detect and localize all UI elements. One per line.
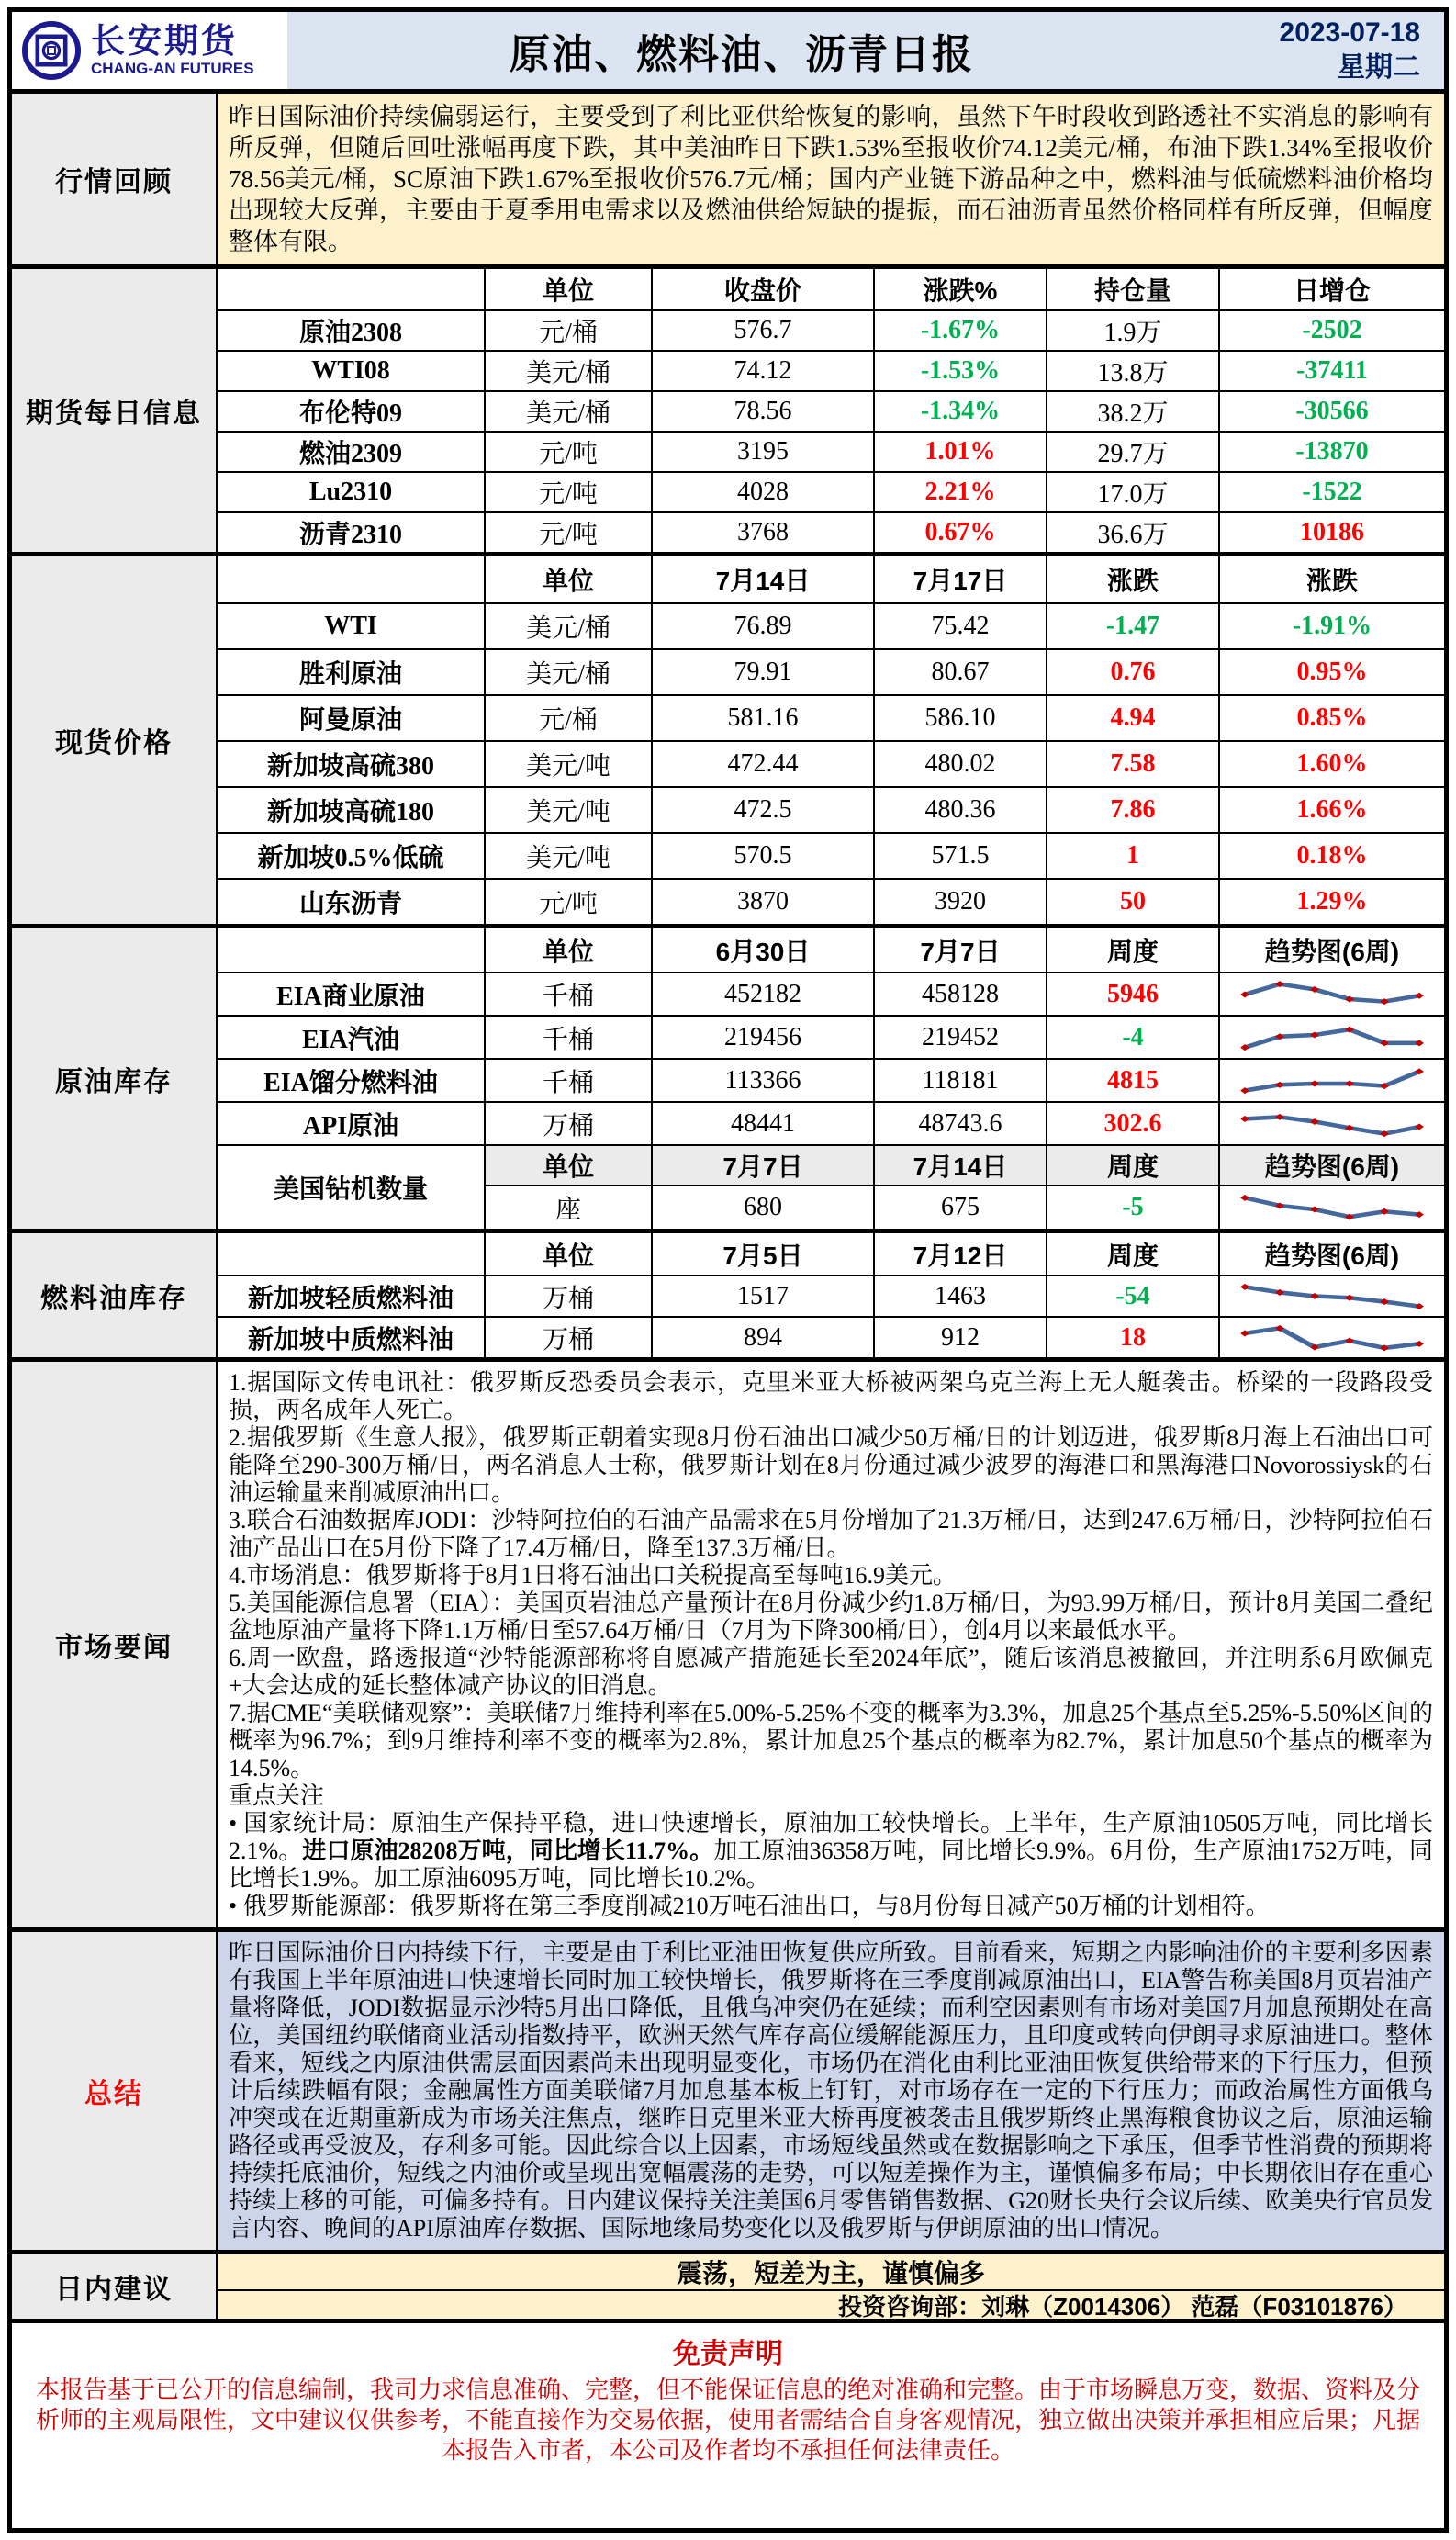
focus-item-pre: • 国家统计局：原油生产保持平稳，进口快速增长，原油加工较快增长。上半年，生产原油10505万吨，同比增长2.1%。 [229,1810,1433,1864]
header-cell-oi-change: 日增仓 [1218,269,1444,309]
table-row [218,832,1444,878]
focus-item-post: 加工原油36358万吨，同比增长9.9%。6月份，生产原油1752万吨，同比增长1.9%。加工原油6095万吨，同比增长10.2%。 [229,1838,1433,1892]
unit-cell: 千桶 [484,1060,651,1101]
product-name: 新加坡0.5%低硫 [257,844,444,872]
trend-cell [1218,1276,1444,1316]
section-spot-prices [12,552,1444,924]
section-summary [12,1927,1444,2250]
news-item: 2.据俄罗斯《生意人报》，俄罗斯正朝着实现8月份石油出口减少50万桶/日的计划迈进，俄罗斯8月海上石油出口可能降至290-300万桶/日，两名消息人士称，俄罗斯计划在8月份通过减少波罗的海港口和黑海港口Novorossiysk的石油运输量来削减原油出口。 [229,1424,1433,1506]
product-name: 阿曼原油 [298,706,402,735]
header-cell [218,269,484,309]
weekday-value: 星期二 [1338,52,1420,83]
header-cell-date1: 6月30日 [651,928,873,972]
trend-cell [1218,1318,1444,1357]
date1-value-cell: 452182 [651,973,873,1015]
close-price-cell: 3195 [651,433,873,471]
rig-count-name: 美国钻机数量 [273,1175,428,1204]
unit-cell: 美元/桶 [484,352,651,390]
trend-chart [1224,1276,1440,1316]
rig-count-block [218,1144,1444,1229]
disclaimer-block [12,2319,1444,2475]
date2-price-cell: 75.42 [873,604,1046,648]
table-row [218,1058,1444,1101]
table-row [218,309,1444,350]
section-market-review [12,89,1444,264]
logo-name-cn: 长安期货 [91,22,238,60]
change-percent-cell: -1.91% [1218,604,1444,648]
change-percent-cell: 0.85% [1218,696,1444,740]
news-item: 6.周一欧盘，路透报道“沙特能源部称将自愿减产措施延长至2024年底”，随后该消息被撤回，并注明系6月欧佩克+大会达成的延长整体减产协议的旧消息。 [229,1645,1433,1699]
change-percent-cell: -1.34% [873,392,1046,431]
rig-header-weekly: 周度 [1046,1146,1218,1185]
weekly-change-cell: -5 [1046,1185,1218,1229]
header-cell-date2: 7月12日 [873,1233,1046,1275]
disclaimer-text: 本报告基于已公开的信息编制，我司力求信息准确、完整，但不能保证信息的绝对准确和完整。由于市场瞬息万变，数据、资料及分析师的主观局限性，文中建议仅供参考，不能直接作为交易依据，使用者需结合自身客观情况，独立做出决策并承担相应后果；凡据本报告入市者，本公司及作者均不承担任何法律责任。 [35,2377,1420,2464]
section-label-spot: 现货价格 [12,556,218,924]
advice-text: 震荡，短差为主，谨慎偏多 [218,2254,1444,2289]
table-row [218,471,1444,511]
company-logo [12,12,287,89]
table-row [218,511,1444,552]
trend-chart [1224,1186,1440,1229]
change-cell: 7.86 [1046,788,1218,832]
report-header [12,12,1444,89]
close-price-cell: 78.56 [651,392,873,431]
section-label-news: 市场要闻 [12,1362,218,1927]
change-cell: 7.58 [1046,742,1218,786]
unit-cell: 千桶 [484,1017,651,1058]
header-cell-unit: 单位 [484,269,651,309]
header-cell-trend: 趋势图(6周) [1218,1233,1444,1275]
header-cell-date2: 7月7日 [873,928,1046,972]
section-label-futures: 期货每日信息 [12,269,218,552]
date2-value-cell: 219452 [873,1017,1046,1058]
change-percent-cell: 1.66% [1218,788,1444,832]
contract-name: 布伦特09 [298,399,402,428]
contract-name: 燃油2309 [298,440,402,468]
product-name: 新加坡高硫180 [266,798,434,826]
unit-cell: 元/桶 [484,311,651,350]
table-row [218,648,1444,694]
news-item: 1.据国际文传电讯社：俄罗斯反恐委员会表示，克里米亚大桥被两架乌克兰海上无人艇袭击。桥梁的一段路段受损，两名成年人死亡。 [229,1369,1433,1423]
header-cell-weekly: 周度 [1046,1233,1218,1275]
change-percent-cell: 0.67% [873,513,1046,552]
header-cell-weekly: 周度 [1046,928,1218,972]
focus-item-pre: • 俄罗斯能源部：俄罗斯将在第三季度削减210万吨石油出口，与8月份每日减产50万桶的计划相符。 [229,1893,1270,1919]
header-cell-change: 涨跌% [873,269,1046,309]
unit-cell: 元/吨 [484,880,651,924]
date-value: 2023-07-18 [1279,17,1420,48]
unit-cell: 万桶 [484,1318,651,1357]
spot-header-row [218,556,1444,602]
change-percent-cell: 0.95% [1218,650,1444,694]
trend-chart [1224,1318,1440,1357]
report-frame [7,7,1449,2533]
open-interest-cell: 17.0万 [1046,473,1218,511]
change-percent-cell: -1.53% [873,352,1046,390]
unit-cell: 千桶 [484,973,651,1015]
date1-value-cell: 894 [651,1318,873,1357]
close-price-cell: 3768 [651,513,873,552]
change-cell: 1 [1046,834,1218,878]
oi-change-cell: -30566 [1218,392,1444,431]
focus-item-bold: 进口原油28208万吨，同比增长11.7%。 [302,1838,714,1864]
header-cell-open-interest: 持仓量 [1046,269,1218,309]
unit-cell: 万桶 [484,1103,651,1144]
date2-price-cell: 586.10 [873,696,1046,740]
product-name: 胜利原油 [298,660,402,689]
trend-cell [1218,1185,1444,1229]
table-row [218,602,1444,648]
header-cell-trend: 趋势图(6周) [1218,928,1444,972]
change-percent-cell: 1.29% [1218,880,1444,924]
header-cell [218,556,484,602]
change-percent-cell: -1.67% [873,311,1046,350]
date1-price-cell: 472.44 [651,742,873,786]
fuel-header-row [218,1233,1444,1275]
date1-value-cell: 113366 [651,1060,873,1101]
table-row [218,786,1444,832]
unit-cell: 元/吨 [484,473,651,511]
change-percent-cell: 1.01% [873,433,1046,471]
weekly-change-cell: 302.6 [1046,1103,1218,1144]
date1-price-cell: 3870 [651,880,873,924]
trend-cell [1218,1103,1444,1144]
unit-cell: 美元/吨 [484,742,651,786]
section-intraday-advice [12,2250,1444,2319]
consultant-line: 投资咨询部：刘琳（Z0014306） 范磊（F03101876） [218,2289,1444,2319]
unit-cell: 美元/吨 [484,788,651,832]
inventory-name: API原油 [302,1111,399,1141]
change-percent-cell: 1.60% [1218,742,1444,786]
open-interest-cell: 13.8万 [1046,352,1218,390]
date2-value-cell: 48743.6 [873,1103,1046,1144]
date2-price-cell: 80.67 [873,650,1046,694]
section-market-news [12,1357,1444,1927]
inventory-name: EIA汽油 [302,1025,399,1054]
date1-price-cell: 76.89 [651,604,873,648]
contract-name: WTI08 [311,356,390,385]
header-cell-date1: 7月5日 [651,1233,873,1275]
trend-cell [1218,1060,1444,1101]
table-row [218,694,1444,740]
table-row [218,350,1444,390]
change-cell: -1.47 [1046,604,1218,648]
date1-value-cell: 48441 [651,1103,873,1144]
section-label-fuel-inventory: 燃料油库存 [12,1233,218,1357]
header-cell [218,928,484,972]
product-name: WTI [324,612,377,640]
date2-value-cell: 675 [873,1185,1046,1229]
inventory-name: EIA商业原油 [276,982,425,1011]
date1-price-cell: 79.91 [651,650,873,694]
logo-emblem-icon [21,20,82,81]
date1-value-cell: 1517 [651,1276,873,1316]
weekly-change-cell: -54 [1046,1276,1218,1316]
section-label-summary: 总结 [12,1932,218,2250]
report-title: 原油、燃料油、沥青日报 [510,32,974,77]
section-crude-inventory [12,924,1444,1229]
date1-price-cell: 472.5 [651,788,873,832]
oi-change-cell: -1522 [1218,473,1444,511]
unit-cell: 美元/桶 [484,650,651,694]
rig-header-trend: 趋势图(6周) [1218,1146,1444,1185]
trend-chart [1224,1103,1440,1144]
futures-header-row [218,269,1444,309]
table-row [218,878,1444,924]
contract-name: Lu2310 [308,478,393,506]
fuel-inventory-table [218,1233,1444,1357]
trend-chart [1224,1017,1440,1058]
table-row [218,431,1444,471]
inventory-name: 新加坡轻质燃料油 [247,1284,454,1313]
unit-cell: 元/吨 [484,513,651,552]
date2-value-cell: 1463 [873,1276,1046,1316]
focus-item [229,1893,1433,1920]
header-cell-date1: 7月14日 [651,556,873,602]
header-cell-close: 收盘价 [651,269,873,309]
trend-chart [1224,973,1440,1015]
table-row [218,740,1444,786]
section-label-crude-inventory: 原油库存 [12,928,218,1229]
open-interest-cell: 36.6万 [1046,513,1218,552]
crude-inventory-table [218,928,1444,1229]
rig-header-date2: 7月14日 [873,1146,1046,1185]
inventory-name: EIA馏分燃料油 [263,1068,438,1097]
date2-price-cell: 3920 [873,880,1046,924]
rig-header-unit: 单位 [484,1146,651,1185]
date2-price-cell: 571.5 [873,834,1046,878]
oi-change-cell: -13870 [1218,433,1444,471]
oi-change-cell: 10186 [1218,513,1444,552]
logo-name-en: CHANG-AN FUTURES [91,60,254,77]
unit-cell: 美元/吨 [484,834,651,878]
report-date [1196,12,1444,89]
market-news-text [218,1362,1444,1927]
disclaimer-title: 免责声明 [673,2339,783,2369]
logo-text [91,23,254,78]
futures-table [218,269,1444,552]
section-label-review: 行情回顾 [12,94,218,264]
date2-price-cell: 480.36 [873,788,1046,832]
header-cell-unit: 单位 [484,556,651,602]
header-cell [218,1233,484,1275]
weekly-change-cell: -4 [1046,1017,1218,1058]
oi-change-cell: -37411 [1218,352,1444,390]
open-interest-cell: 38.2万 [1046,392,1218,431]
header-cell-unit: 单位 [484,1233,651,1275]
product-name: 新加坡高硫380 [266,752,434,781]
unit-cell: 万桶 [484,1276,651,1316]
news-item: 7.据CME“美联储观察”：美联储7月维持利率在5.00%-5.25%不变的概率为3.3%，加息25个基点至5.25%-5.50%区间的概率为96.7%；到9月维持利率不变的概率为2.8%，累计加息25个基点的概率为82.7%，累计加息50个基点的概率为14.5%。 [229,1700,1433,1781]
spot-table [218,556,1444,924]
header-cell-change: 涨跌 [1046,556,1218,602]
change-cell: 50 [1046,880,1218,924]
unit-cell: 元/桶 [484,696,651,740]
section-futures-daily [12,264,1444,552]
close-price-cell: 576.7 [651,311,873,350]
weekly-change-cell: 4815 [1046,1060,1218,1101]
date1-price-cell: 570.5 [651,834,873,878]
news-item: 3.联合石油数据库JODI：沙特阿拉伯的石油产品需求在5月份增加了21.3万桶/日，达到247.6万桶/日，沙特阿拉伯石油产品出口在5月份下降了17.4万桶/日，降至137.3万桶/日。 [229,1507,1433,1561]
summary-text: 昨日国际油价日内持续下行，主要是由于利比亚油田恢复供应所致。目前看来，短期之内影响油价的主要利多因素有我国上半年原油进口快速增长同时加工较快增长，俄罗斯将在三季度削减原油出口，EIA警告称美国8月页岩油产量将降低，JODI数据显示沙特5月出口降低，且俄乌冲突仍在延续；而利空因素则有市场对美国7月加息预期处在高位，美国纽约联储商业活动指数持平，欧洲天然气库存高位缓解能源压力，且印度或转向伊朗寻求原油进口。整体看来，短线之内原油供需层面因素尚未出现明显变化，市场仍在消化由利比亚油田恢复供给带来的下行压力，但预计后续跌幅有限；金融属性方面美联储7月加息基本板上钉钉，对市场存在一定的下行压力；而政治属性方面俄乌冲突或在近期重新成为市场关注焦点，继昨日克里米亚大桥再度被袭击且俄罗斯终止黑海粮食协议之后，原油运输路径或再受波及，存利多可能。因此综合以上因素，市场短线虽然或在数据影响之下承压，但季节性消费的预期将持续托底油价，短线之内油价或呈现出宽幅震荡的走势，可以短差操作为主，谨慎偏多布局；中长期依旧存在重心持续上移的可能，可偏多持有。日内建议保持关注美国6月零售销售数据、G20财长央行会议后续、欧美央行官员发言内容、晚间的API原油库存数据、国际地缘局势变化以及俄罗斯与伊朗原油的出口情况。 [218,1932,1444,2250]
unit-cell: 座 [484,1185,651,1229]
date2-value-cell: 912 [873,1318,1046,1357]
date2-value-cell: 458128 [873,973,1046,1015]
close-price-cell: 74.12 [651,352,873,390]
table-row [218,972,1444,1015]
header-cell-change-pct: 涨跌 [1218,556,1444,602]
unit-cell: 美元/桶 [484,604,651,648]
close-price-cell: 4028 [651,473,873,511]
unit-cell: 美元/桶 [484,392,651,431]
change-cell: 4.94 [1046,696,1218,740]
crude-header-row [218,928,1444,972]
rig-header-date1: 7月7日 [651,1146,873,1185]
header-cell-unit: 单位 [484,928,651,972]
focus-item [229,1810,1433,1893]
market-review-text: 昨日国际油价持续偏弱运行，主要受到了利比亚供给恢复的影响，虽然下午时段收到路透社不实消息的影响有所反弹，但随后回吐涨幅再度下跌，其中美油昨日下跌1.53%至报收价74.12美元/桶，布油下跌1.34%至报收价78.56美元/桶，SC原油下跌1.67%至报收价576.7元/桶；国内产业链下游品种之中，燃料油与低硫燃料油价格均出现较大反弹，主要由于夏季用电需求以及燃油供给短缺的提振，而石油沥青虽然价格同样有所反弹，但幅度整体有限。 [218,94,1444,264]
table-row [218,1275,1444,1316]
trend-chart [1224,1060,1440,1101]
open-interest-cell: 1.9万 [1046,311,1218,350]
product-name: 山东沥青 [298,890,402,918]
open-interest-cell: 29.7万 [1046,433,1218,471]
date2-price-cell: 480.02 [873,742,1046,786]
news-item: 5.美国能源信息署（EIA）：美国页岩油总产量预计在8月份减少约1.8万桶/日，为93.99万桶/日，预计8月美国二叠纪盆地原油产量将下降1.1万桶/日至57.64万桶/日（7月为下降300桶/日），创4月以来最低水平。 [229,1590,1433,1644]
advice-content [218,2254,1444,2319]
trend-cell [1218,1017,1444,1058]
table-row [218,1015,1444,1058]
table-row [218,1101,1444,1144]
change-cell: 0.76 [1046,650,1218,694]
inventory-name: 新加坡中质燃料油 [247,1325,454,1354]
section-label-advice: 日内建议 [12,2254,218,2319]
date1-value-cell: 680 [651,1185,873,1229]
oi-change-cell: -2502 [1218,311,1444,350]
contract-name: 原油2308 [298,319,402,347]
table-row [218,1316,1444,1357]
trend-cell [1218,973,1444,1015]
section-fuel-inventory [12,1229,1444,1357]
focus-title: 重点关注 [229,1782,325,1809]
weekly-change-cell: 18 [1046,1318,1218,1357]
table-row [218,390,1444,431]
date2-value-cell: 118181 [873,1060,1046,1101]
unit-cell: 元/吨 [484,433,651,471]
news-item: 4.市场消息：俄罗斯将于8月1日将石油出口关税提高至每吨16.9美元。 [229,1562,958,1589]
header-cell-date2: 7月17日 [873,556,1046,602]
change-percent-cell: 0.18% [1218,834,1444,878]
date1-price-cell: 581.16 [651,696,873,740]
contract-name: 沥青2310 [298,521,402,549]
change-percent-cell: 2.21% [873,473,1046,511]
weekly-change-cell: 5946 [1046,973,1218,1015]
date1-value-cell: 219456 [651,1017,873,1058]
